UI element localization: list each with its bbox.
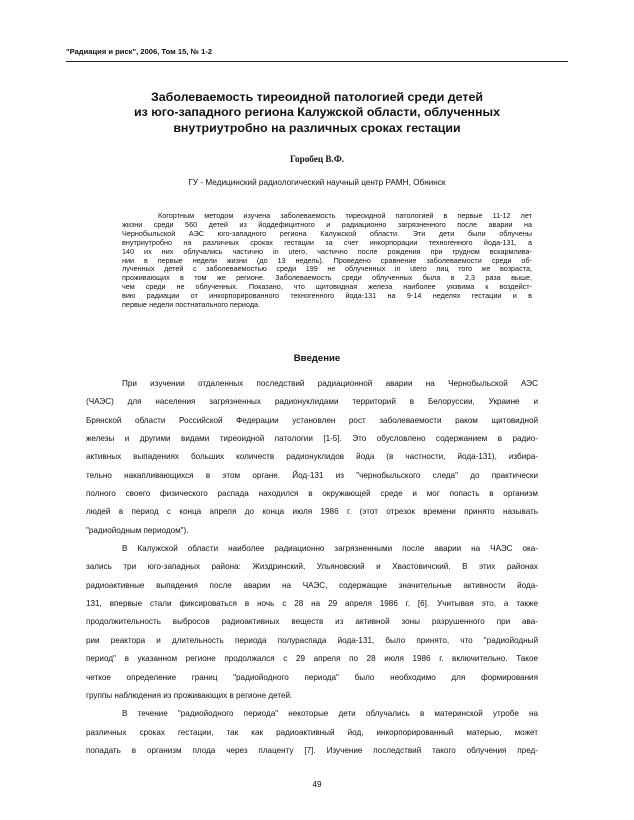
- body-line: полного своего физического распада находился в окружающей среде и мог попасть в организм: [86, 489, 538, 499]
- abstract-line: Когортным методом изучена заболеваемость тиреоидной патологией в первые 11-12 лет: [158, 211, 532, 220]
- body-line: Брянской области Российской Федерации установлен рост заболеваемости раком щитовидной: [86, 415, 538, 425]
- body-line: 131, впервые стали фиксироваться в ночь с 28 на 29 апреля 1986 г. [6]. Учитывая это, а также: [86, 599, 538, 609]
- abstract-line: 140 их них облучались частично in utero, частично после рождения при грудном вскармлива-: [122, 246, 532, 256]
- body-line: четкое определение границ "радиойодного периода" было необходимо для формирования: [86, 672, 538, 682]
- body-line: зались три юго-западных района: Жиздринский, Ульяновский и Хвастовичский. В этих районах: [86, 562, 538, 572]
- body-line: попадать в организм плода через плаценту [7]. Изучение последствий такого облучения пред-: [86, 745, 538, 755]
- abstract-line: жизни среди 560 детей из йоддефицитного и радиационно загрязненного после аварии на: [122, 219, 532, 229]
- body-line: рии реактора и длительность периода полураспада йода-131, было принято, что "радиойодный: [86, 635, 538, 645]
- body-text: [86, 375, 538, 760]
- author-name: Горобец В.Ф.: [289, 154, 345, 164]
- body-line: радиоактивные выпадения после аварии на ЧАЭС, содержащие значительные активности йода-: [86, 580, 538, 590]
- header-rule: [66, 61, 568, 62]
- title-line: внутриутробно на различных сроках гестации: [173, 120, 461, 135]
- abstract-line: Чернобыльской АЭС юго-западного региона Калужской области. Эти дети были облучены: [122, 228, 532, 238]
- body-line: В течение "радиойодного периода" некоторые дети облучались в материнской утробе на: [122, 709, 538, 719]
- running-head: "Радиация и риск", 2006, Том 15, № 1-2: [66, 47, 213, 56]
- abstract-line: нии в первые недели жизни (до 13 недель). Проведено сравнение заболеваемости среди об-: [122, 255, 532, 265]
- body-line: В Калужской области наиболее радиационно загрязненными после аварии на ЧАЭС ока-: [122, 544, 538, 554]
- article-title: [66, 90, 568, 136]
- body-line: группы наблюдения из проживающих в регионе детей.: [86, 690, 293, 700]
- abstract-line: вию радиации от инкорпорированного техногенного йода-131 на 9-14 неделях гестации и в: [122, 291, 532, 301]
- abstract-line: лученных детей с заболеваемостью среди 199 не облученных in utero лиц того же возраста,: [122, 264, 532, 274]
- body-line: различных сроках гестации, так как радиоактивный йод, инкорпорированный матерью, может: [86, 727, 538, 737]
- abstract: [122, 212, 532, 310]
- body-line: "радиойодным периодом").: [86, 525, 189, 535]
- body-line: людей в период с конца апреля до конца июля 1986 г. (этот отрезок времени принято называть: [86, 507, 538, 517]
- abstract-line: внутриутробно на различных сроках гестации за счет инкорпорации техногенного йода-131, а: [122, 237, 532, 247]
- page-number: 49: [312, 780, 322, 789]
- body-line: (ЧАЭС) для населения загрязненных радионуклидами территорий в Белоруссии, Украине и: [86, 397, 538, 407]
- body-line: железы и другими видами тиреоидной патологии [1-5]. Это обусловлено содержанием в радио-: [86, 434, 538, 444]
- abstract-line: чем среди не облученных. Показано, что щитовидная железа наиболее уязвима к воздейст-: [122, 282, 532, 292]
- abstract-line: проживающих в том же регионе. Заболеваемость среди облученных была в 2,3 раза выше,: [122, 273, 532, 283]
- title-line: Заболеваемость тиреоидной патологией среди детей: [151, 90, 483, 104]
- body-line: период" в указанном регионе продолжался с 29 апреля по 28 июля 1986 г. включительно. Такое: [86, 654, 538, 664]
- title-line: из юго-западного региона Калужской области, облученных: [133, 105, 500, 120]
- body-line: продолжительность выбросов радиоактивных веществ из активной зоны разрушенного при ава-: [86, 617, 538, 627]
- abstract-line: первые недели постнатального периода.: [122, 300, 261, 310]
- affiliation: ГУ - Медицинский радиологический научный центр РАМН, Обнинск: [188, 178, 446, 187]
- body-line: тельно накапливающихся в этом органе. Йод-131 из "чернобыльского следа" до практически: [86, 470, 538, 480]
- body-line: активных выпадениях больших количеств радионуклидов йода (в частности, йода-131), избира-: [86, 452, 538, 462]
- body-line: При изучении отдаленных последствий радиационной аварии на Чернобыльской АЭС: [122, 379, 538, 388]
- section-heading: Введение: [293, 353, 341, 364]
